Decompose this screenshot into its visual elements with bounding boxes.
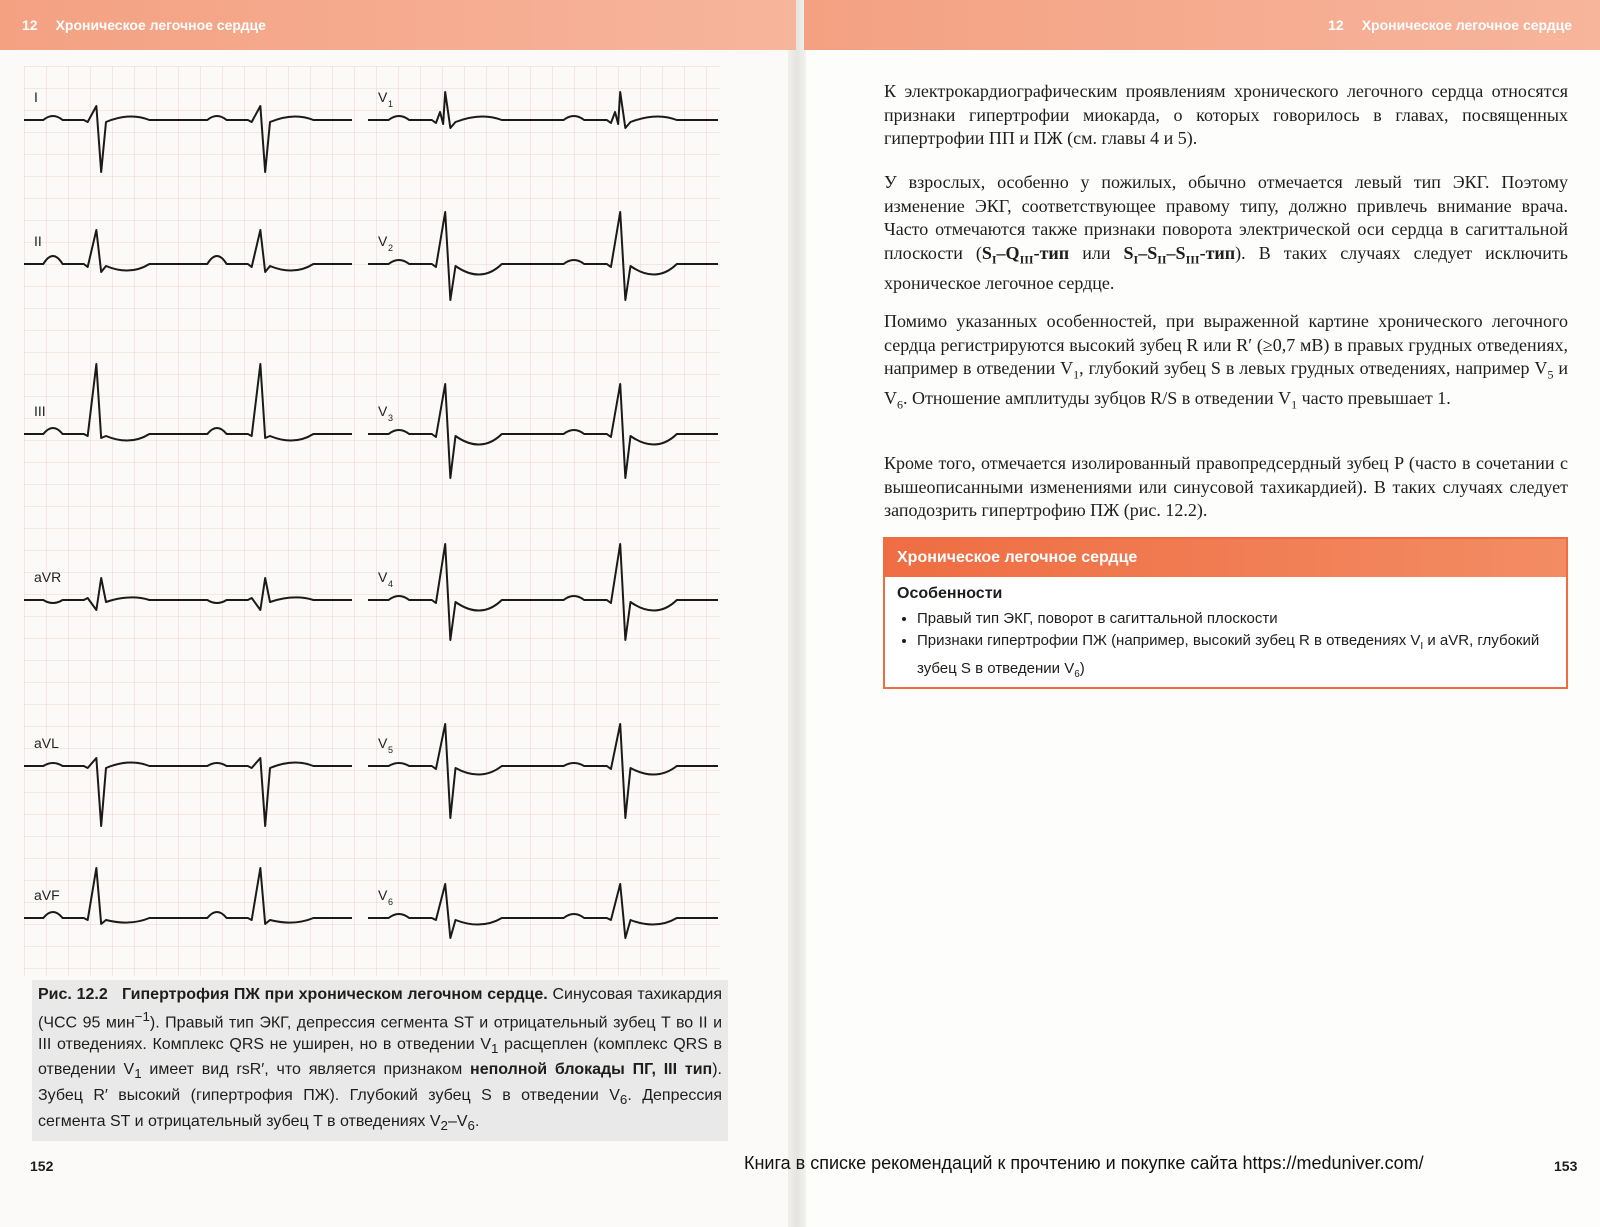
paragraph-2: У взрослых, особенно у пожилых, обычно отмечается левый тип ЭКГ. Поэтому изменение ЭКГ, соответствующее правому типу, должно привлечь внимание врача. Часто отмечаются также признаки поворота электрической оси сердца в сагиттальной плоскости ($S_I-Q_{III}$-тип или $S_I-S_{II}-S_{III}-тип$). В таких случаях следует исключить хроническое легочное сердце. [884,172,1568,293]
summary-list [885,608,1566,686]
list-item: • Признаки гипертрофии ПЖ (например, высокий зубец R в отведениях $V_I$ и aVR, глубокий зубец S в отведении $V_6$) [917,630,1566,686]
chapter-title: Хроническое легочное сердце [55,17,266,33]
lead-label: V [378,403,388,419]
paragraph-1: К электрокардиографическим проявлениям хронического легочного сердца относятся признаки гипертрофии миокарда, о которых говорилось в главах, посвященных гипертрофии ПП и ПЖ (см. главы 4 и 5). [884,81,1568,148]
lead-label: III [34,403,46,419]
lead-label-subscript: 4 [388,579,394,589]
page-number-right: 153 [1554,1158,1578,1174]
figure-number: Рис. 12.2 [38,986,108,1003]
chapter-number: 12 [1328,17,1344,33]
lead-label: II [34,233,42,249]
ecg-grid [24,66,720,976]
lead-label-subscript: 3 [388,413,394,423]
lead-label: V [378,735,388,751]
figure-title: Гипертрофия ПЖ при хроническом легочном сердце. [122,986,548,1003]
paragraph-3: Помимо указанных особенностей, при выраженной картине хронического легочного сердца регистрируются высокий зубец R или R′ (≥0,7 мВ) в правых грудных отведениях, например в отведении $V_1$, глубокий зубец S в левых грудных отведениях, например $V_5$ и $V_6$. Отношение амплитуды зубцов R/S в отведении $V_1$ часто превышает 1. [884,311,1569,412]
lead-label-subscript: 2 [388,243,394,253]
summary-box [883,537,1568,689]
lead-label-subscript: 5 [388,745,394,755]
list-item: • Правый тип ЭКГ, поворот в сагиттальной плоскости [917,608,1566,630]
paragraph-4: Кроме того, отмечается изолированный правопредсердный зубец P (часто в сочетании с вышеописанными изменениями или синусовой тахикардией). В таких случаях следует заподозрить гипертрофию ПЖ (рис. 12.2). [884,453,1568,520]
summary-box-title: Хроническое легочное сердце [885,539,1566,577]
book-gutter [788,0,806,1227]
watermark-link[interactable]: Книга в списке рекомендаций к прочтению и покупке сайта https://meduniver.com/ [744,1153,1424,1173]
summary-box-subtitle: Особенности [897,585,1003,602]
lead-label: aVR [34,569,62,585]
lead-label: V [378,887,388,903]
right-page-header [804,0,1600,50]
chapter-title: Хроническое легочное сердце [1361,17,1572,33]
lead-label: I [34,89,38,105]
ecg-figure [24,66,720,976]
lead-label: V [378,233,388,249]
figure-caption: Рис. 12.2 Гипертрофия ПЖ при хроническом легочном сердце. Синусовая тахикардия (ЧСС 95 мин$^{-1}$). Правый тип ЭКГ, депрессия сегмента ST и отрицательный зубец T во II и III отведениях. Комплекс QRS не уширен, но в отведении $V_1$ расщеплен (комплекс QRS в отведении $V_1$ имеет вид rsR′, что является признаком неполной блокады ПГ, III тип). Зубец R′ высокий (гипертрофия ПЖ). Глубокий зубец S в отведении $V_6$. Депрессия сегмента ST и отрицательный зубец T в отведениях $V_2-V_6$. [32,980,728,1141]
lead-label: V [378,89,388,105]
lead-label: V [378,569,388,585]
lead-label-subscript: 1 [388,99,394,109]
lead-label-subscript: 6 [388,897,394,907]
chapter-number: 12 [22,17,38,33]
page-number-left: 152 [30,1158,54,1174]
lead-label: aVL [34,735,59,751]
lead-label: aVF [34,887,60,903]
left-page-header [0,0,796,50]
